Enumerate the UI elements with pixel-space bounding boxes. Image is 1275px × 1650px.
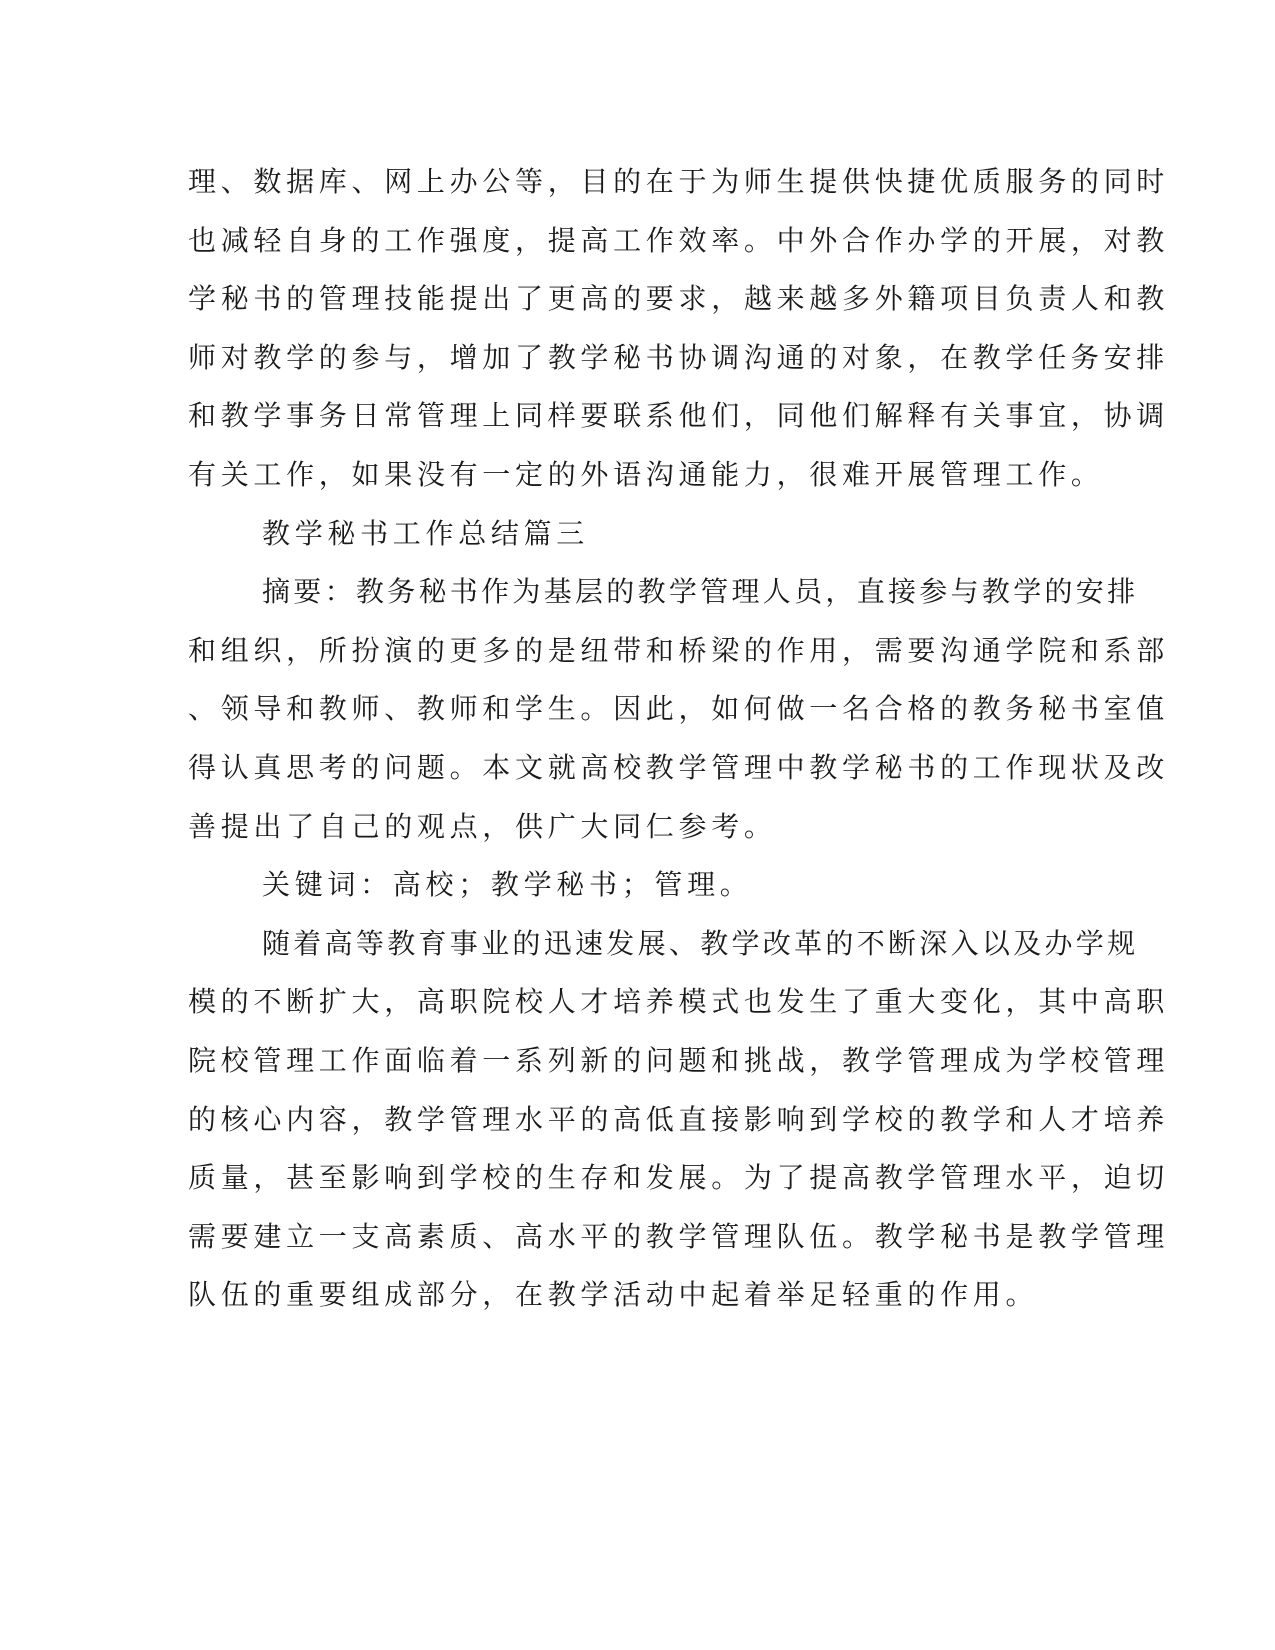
- body-text-line: 队伍的重要组成部分，在教学活动中起着举足轻重的作用。: [188, 1278, 1039, 1311]
- keywords-line: 关键词：高校；教学秘书；管理。: [262, 868, 753, 901]
- body-text-line: 和教学事务日常管理上同样要联系他们，同他们解释有关事宜，协调: [188, 399, 1170, 432]
- body-text-line: 随着高等教育事业的迅速发展、教学改革的不断深入以及办学规: [262, 927, 1139, 960]
- body-text-line: 的核心内容，教学管理水平的高低直接影响到学校的教学和人才培养: [188, 1103, 1170, 1136]
- section-heading: 教学秘书工作总结篇三: [262, 517, 590, 550]
- abstract-paragraph-line: 善提出了自己的观点，供广大同仁参考。: [188, 810, 777, 843]
- body-text-line: 需要建立一支高素质、高水平的教学管理队伍。教学秘书是教学管理: [188, 1220, 1170, 1253]
- body-text-line: 模的不断扩大，高职院校人才培养模式也发生了重大变化，其中高职: [188, 985, 1170, 1018]
- body-text-line: 学秘书的管理技能提出了更高的要求，越来越多外籍项目负责人和教: [188, 282, 1170, 315]
- body-text-line: 院校管理工作面临着一系列新的问题和挑战，教学管理成为学校管理: [188, 1044, 1170, 1077]
- abstract-paragraph-line: 得认真思考的问题。本文就高校教学管理中教学秘书的工作现状及改: [188, 751, 1170, 784]
- body-text-line: 也减轻自身的工作强度，提高工作效率。中外合作办学的开展，对教: [188, 224, 1170, 257]
- abstract-paragraph-line: 、领导和教师、教师和学生。因此，如何做一名合格的教务秘书室值: [188, 692, 1170, 725]
- abstract-paragraph-line: 摘要：教务秘书作为基层的教学管理人员，直接参与教学的安排: [262, 575, 1139, 608]
- body-text-line: 有关工作，如果没有一定的外语沟通能力，很难开展管理工作。: [188, 458, 1104, 491]
- abstract-paragraph-line: 和组织，所扮演的更多的是纽带和桥梁的作用，需要沟通学院和系部: [188, 634, 1170, 667]
- body-text-line: 质量，甚至影响到学校的生存和发展。为了提高教学管理水平，迫切: [188, 1161, 1170, 1194]
- body-text-line: 师对教学的参与，增加了教学秘书协调沟通的对象，在教学任务安排: [188, 341, 1170, 374]
- body-text-line: 理、数据库、网上办公等，目的在于为师生提供快捷优质服务的同时: [188, 165, 1170, 198]
